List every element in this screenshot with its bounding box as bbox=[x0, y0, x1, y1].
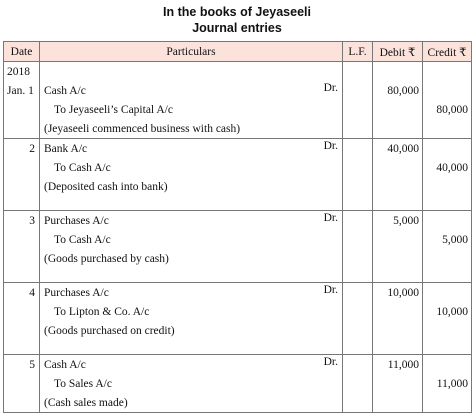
dr-label: Dr. bbox=[323, 82, 338, 94]
narration: (Cash sales made) bbox=[40, 393, 343, 413]
header-particulars: Particulars bbox=[40, 42, 343, 62]
debit-account bbox=[40, 283, 343, 303]
credit-account: To Lipton & Co. A/c bbox=[40, 302, 343, 321]
table-row bbox=[4, 62, 472, 82]
account-name: Purchases A/c bbox=[44, 286, 109, 299]
debit-account bbox=[40, 81, 343, 100]
date-cell: 3 bbox=[4, 211, 40, 231]
table-row-spacer bbox=[4, 196, 472, 211]
credit-account: To Cash A/c bbox=[40, 158, 343, 177]
table-row bbox=[4, 139, 472, 159]
table-row bbox=[4, 81, 472, 100]
header-row bbox=[4, 42, 472, 62]
table-row bbox=[4, 302, 472, 321]
table-row bbox=[4, 249, 472, 268]
table-row bbox=[4, 230, 472, 249]
journal-title: Journal entries bbox=[192, 21, 282, 35]
table-row bbox=[4, 158, 472, 177]
dr-label: Dr. bbox=[323, 140, 338, 152]
table-row bbox=[4, 100, 472, 119]
book-title: In the books of Jeyaseeli bbox=[163, 5, 311, 19]
journal-table bbox=[3, 41, 472, 413]
narration: (Goods purchased by cash) bbox=[40, 249, 343, 268]
debit-amount: 40,000 bbox=[373, 139, 423, 159]
credit-amount: 40,000 bbox=[423, 158, 472, 177]
table-row bbox=[4, 177, 472, 196]
date-cell: 2 bbox=[4, 139, 40, 159]
header-lf: L.F. bbox=[343, 42, 373, 62]
credit-amount: 5,000 bbox=[423, 230, 472, 249]
narration: (Deposited cash into bank) bbox=[40, 177, 343, 196]
credit-account: To Cash A/c bbox=[40, 230, 343, 249]
table-row bbox=[4, 283, 472, 303]
header-date: Date bbox=[4, 42, 40, 62]
account-name: Cash A/c bbox=[44, 84, 86, 97]
credit-account: To Jeyaseeli’s Capital A/c bbox=[40, 100, 343, 119]
date-cell: Jan. 1 bbox=[4, 81, 40, 100]
table-row bbox=[4, 211, 472, 231]
table-row-spacer bbox=[4, 268, 472, 283]
date-cell: 4 bbox=[4, 283, 40, 303]
debit-amount: 80,000 bbox=[373, 81, 423, 100]
table-row bbox=[4, 355, 472, 375]
narration: (Goods purchased on credit) bbox=[40, 321, 343, 340]
debit-account bbox=[40, 211, 343, 231]
narration: (Jeyaseeli commenced business with cash) bbox=[40, 119, 343, 139]
account-name: Bank A/c bbox=[44, 142, 88, 155]
credit-amount: 10,000 bbox=[423, 302, 472, 321]
dr-label: Dr. bbox=[323, 212, 338, 224]
debit-account bbox=[40, 139, 343, 159]
account-name: Purchases A/c bbox=[44, 214, 109, 227]
account-name: Cash A/c bbox=[44, 358, 86, 371]
dr-label: Dr. bbox=[323, 284, 338, 296]
credit-account: To Sales A/c bbox=[40, 374, 343, 393]
year-cell: 2018 bbox=[4, 62, 40, 82]
table-row bbox=[4, 321, 472, 340]
dr-label: Dr. bbox=[323, 356, 338, 368]
table-row bbox=[4, 119, 472, 139]
table-row bbox=[4, 374, 472, 393]
table-row bbox=[4, 393, 472, 413]
header-credit: Credit ₹ bbox=[423, 42, 472, 62]
header-debit: Debit ₹ bbox=[373, 42, 423, 62]
table-row-spacer bbox=[4, 340, 472, 355]
credit-amount: 80,000 bbox=[423, 100, 472, 119]
debit-amount: 11,000 bbox=[373, 355, 423, 375]
debit-account bbox=[40, 355, 343, 375]
credit-amount: 11,000 bbox=[423, 374, 472, 393]
debit-amount: 5,000 bbox=[373, 211, 423, 231]
date-cell: 5 bbox=[4, 355, 40, 375]
debit-amount: 10,000 bbox=[373, 283, 423, 303]
